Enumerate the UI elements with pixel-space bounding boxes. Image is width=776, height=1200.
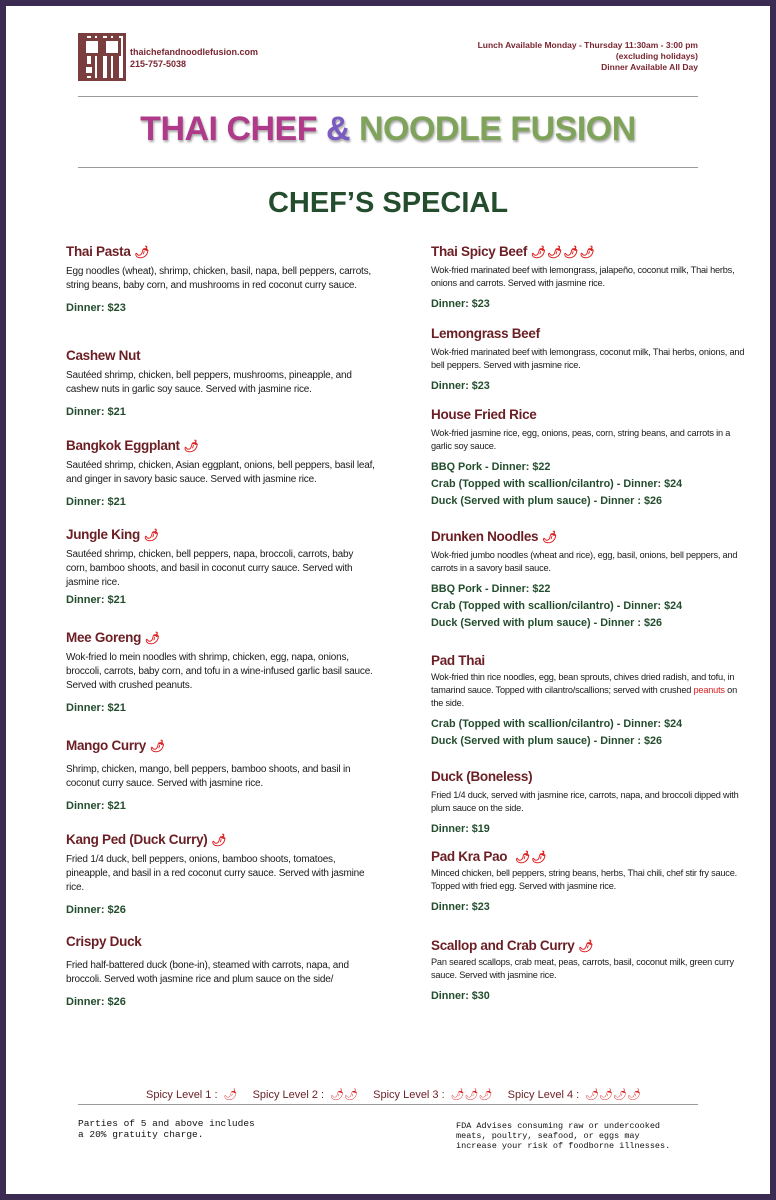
chili-pepper-icon: 🌶 [134,245,151,259]
item-description: Wok-fried thin rice noodles, egg, bean sprouts, chives dried radish, and tofu, in tamarind sauce. Topped with cilantro/scallions; served with crushed peanuts on the side. [431,672,737,708]
item-price: Dinner: $23 [431,380,490,392]
item-price: Dinner: $23 [66,302,126,314]
item-name: Crispy Duck [66,934,142,949]
brand-part-1: THAI CHEF [140,110,317,148]
item-price: Duck (Served with plum sauce) - Dinner : $26 [431,617,662,629]
menu-item [66,438,376,510]
item-price-list [431,716,751,750]
hours-exclusion: (excluding holidays) [615,51,698,61]
chili-pepper-icon: 🌶🌶🌶 [450,1089,493,1101]
menu-item [431,244,751,313]
chili-pepper-icon: 🌶 [143,528,161,542]
section-title: CHEF’S SPECIAL [267,187,509,219]
spice-level-2: Spicy Level 2 : 🌶🌶 [252,1089,359,1101]
item-price: Dinner: $26 [66,996,126,1008]
item-description: Sautéed shrimp, chicken, bell peppers, mushrooms, pineapple, and cashew nuts in garlic soy sauce. Served with jasmine rice. [66,370,352,395]
hours-info [478,40,698,73]
item-price: Dinner: $30 [431,990,490,1002]
item-description: Fried 1/4 duck, bell peppers, onions, bamboo shoots, tomatoes, pineapple, and basil in a red coconut curry sauce. Served with jasmine rice. [66,854,365,893]
menu-item [66,630,376,716]
item-price: Dinner: $21 [66,594,126,606]
item-price: Dinner: $19 [431,823,490,835]
item-price-list [431,459,751,510]
item-name: Thai Spicy Beef [431,244,528,259]
item-price: Crab (Topped with scallion/cilantro) - Dinner: $24 [431,600,683,612]
item-name: Jungle King [66,527,140,542]
item-description: Pan seared scallops, crab meat, peas, carrots, basil, coconut milk, green curry sauce. Served with jasmine rice. [431,957,734,980]
qr-code[interactable] [78,33,126,81]
item-price: Crab (Topped with scallion/cilantro) - Dinner: $24 [431,478,683,490]
menu-item [66,934,376,1010]
chili-pepper-icon: 🌶🌶 [330,1089,359,1101]
fda-advisory: FDA Advises consuming raw or undercooked meats, poultry, seafood, or eggs may increase your risk of foodborne illnesses. [456,1121,671,1151]
menu-item [431,849,751,916]
item-name: Thai Pasta [66,244,131,259]
item-price: Dinner: $23 [431,298,490,310]
chili-pepper-icon: 🌶🌶🌶🌶 [531,245,596,259]
item-description: Wok-fried marinated beef with lemongrass, jalapeño, coconut milk, Thai herbs, onions and carrots. Served with jasmine rice. [431,265,735,288]
item-name: Scallop and Crab Curry [431,938,575,953]
item-description: Shrimp, chicken, mango, bell peppers, bamboo shoots, and basil in coconut curry sauce. Served with jasmine rice. [66,764,351,789]
hours-lunch: Lunch Available Monday - Thursday 11:30am - 3:00 pm [477,40,698,50]
item-description: Wok-fried marinated beef with lemongrass, coconut milk, Thai herbs, onions, and bell peppers. Served with jasmine rice. [431,347,745,370]
item-description: Fried half-battered duck (bone-in), steamed with carrots, napa, and broccoli. Served woth jasmine rice and plum sauce on the side/ [66,960,349,985]
item-name: Pad Kra Pao [431,849,508,864]
menu-page [6,6,770,1194]
item-name: Kang Ped (Duck Curry) [66,832,208,847]
menu-item [66,832,376,918]
divider [78,1104,698,1105]
item-description: Fried 1/4 duck, served with jasmine rice, carrots, napa, and broccoli dipped with plum sauce on the side. [431,790,739,813]
contact-info [130,46,258,70]
item-description: Wok-fried jasmine rice, egg, onions, peas, corn, string beans, and carrots in a garlic soy sauce. [431,428,731,451]
item-description: Wok-fried jumbo noodles (wheat and rice), egg, basil, onions, bell peppers, and carrots in a savory basil sauce. [431,550,738,573]
spice-level-4: Spicy Level 4 : 🌶🌶🌶🌶 [507,1089,642,1101]
divider [78,167,698,168]
chili-pepper-icon: 🌶 [211,833,228,847]
restaurant-name [6,110,770,149]
menu-item [66,527,376,608]
item-price: Dinner: $21 [66,496,126,508]
menu-item [431,653,751,750]
spice-level-1: Spicy Level 1 : 🌶 [146,1089,238,1101]
item-price: Dinner: $21 [66,406,126,418]
gratuity-notice: Parties of 5 and above includes a 20% gratuity charge. [78,1118,255,1140]
menu-item [431,769,751,838]
item-price: Dinner: $21 [66,800,126,812]
website-link[interactable]: thaichefandnoodlefusion.com [130,47,259,57]
item-price: Dinner: $26 [66,904,126,916]
phone-number[interactable]: 215-757-5038 [130,59,187,69]
item-name: Mango Curry [66,738,146,753]
chili-pepper-icon: 🌶 [145,631,162,645]
item-price: BBQ Pork - Dinner: $22 [431,461,551,473]
item-description: Sautéed shrimp, chicken, bell peppers, napa, broccoli, carrots, baby corn, bamboo shoots, and basil in coconut curry sauce. Served with jasmine rice. [66,549,354,588]
menu-item [66,244,376,316]
item-name: Drunken Noodles [431,529,539,544]
brand-part-2: NOODLE FUSION [358,110,636,148]
menu-item [431,326,751,395]
item-description: Minced chicken, bell peppers, string beans, herbs, Thai chili, chef stir fry sauce. Topped with fried egg. Served with jasmine rice. [431,868,737,891]
brand-ampersand: & [325,110,351,148]
item-price: Duck (Served with plum sauce) - Dinner : $26 [431,735,662,747]
item-name: Lemongrass Beef [431,326,540,341]
chili-pepper-icon: 🌶 [149,739,167,753]
item-name: Pad Thai [431,653,485,668]
hours-dinner: Dinner Available All Day [601,62,698,72]
item-name: House Fried Rice [431,407,537,422]
item-price: Crab (Topped with scallion/cilantro) - Dinner: $24 [431,718,683,730]
menu-item [66,738,376,814]
item-price: Dinner: $21 [66,702,126,714]
menu-item [431,529,751,632]
chili-pepper-icon: 🌶 [578,939,595,953]
item-name: Bangkok Eggplant [66,438,180,453]
item-description: Egg noodles (wheat), shrimp, chicken, basil, napa, bell peppers, carrots, string beans, baby corn, and mushrooms in red coconut curry sauce. [66,266,372,291]
item-description: Wok-fried lo mein noodles with shrimp, chicken, egg, napa, onions, broccoli, carrots, baby corn, and tofu in a wine-infused garlic basil sauce. Served with crushed peanuts. [66,652,373,691]
item-name: Duck (Boneless) [431,769,533,784]
peanut-allergen-text: peanuts [693,685,725,695]
item-name: Mee Goreng [66,630,142,645]
spice-level-3: Spicy Level 3 : 🌶🌶🌶 [373,1089,493,1101]
chili-pepper-icon: 🌶 [183,439,200,453]
item-price: BBQ Pork - Dinner: $22 [431,583,551,595]
item-name: Cashew Nut [66,348,141,363]
chili-pepper-icon: 🌶🌶🌶🌶 [585,1089,642,1101]
chili-pepper-icon: 🌶 [542,530,559,544]
item-price: Duck (Served with plum sauce) - Dinner : $26 [431,495,662,507]
item-price: Dinner: $23 [431,901,490,913]
item-price-list [431,581,751,632]
spice-level-legend [146,1088,653,1101]
divider [78,96,698,97]
chili-pepper-icon: 🌶🌶 [515,850,548,864]
chili-pepper-icon: 🌶 [223,1089,238,1101]
menu-item [431,407,751,510]
item-description: Sautéed shrimp, chicken, Asian eggplant, onions, bell peppers, basil leaf, and ginger in savory basic sauce. Served with jasmine rice. [66,460,375,485]
menu-item [66,348,376,420]
menu-item [431,938,751,1005]
